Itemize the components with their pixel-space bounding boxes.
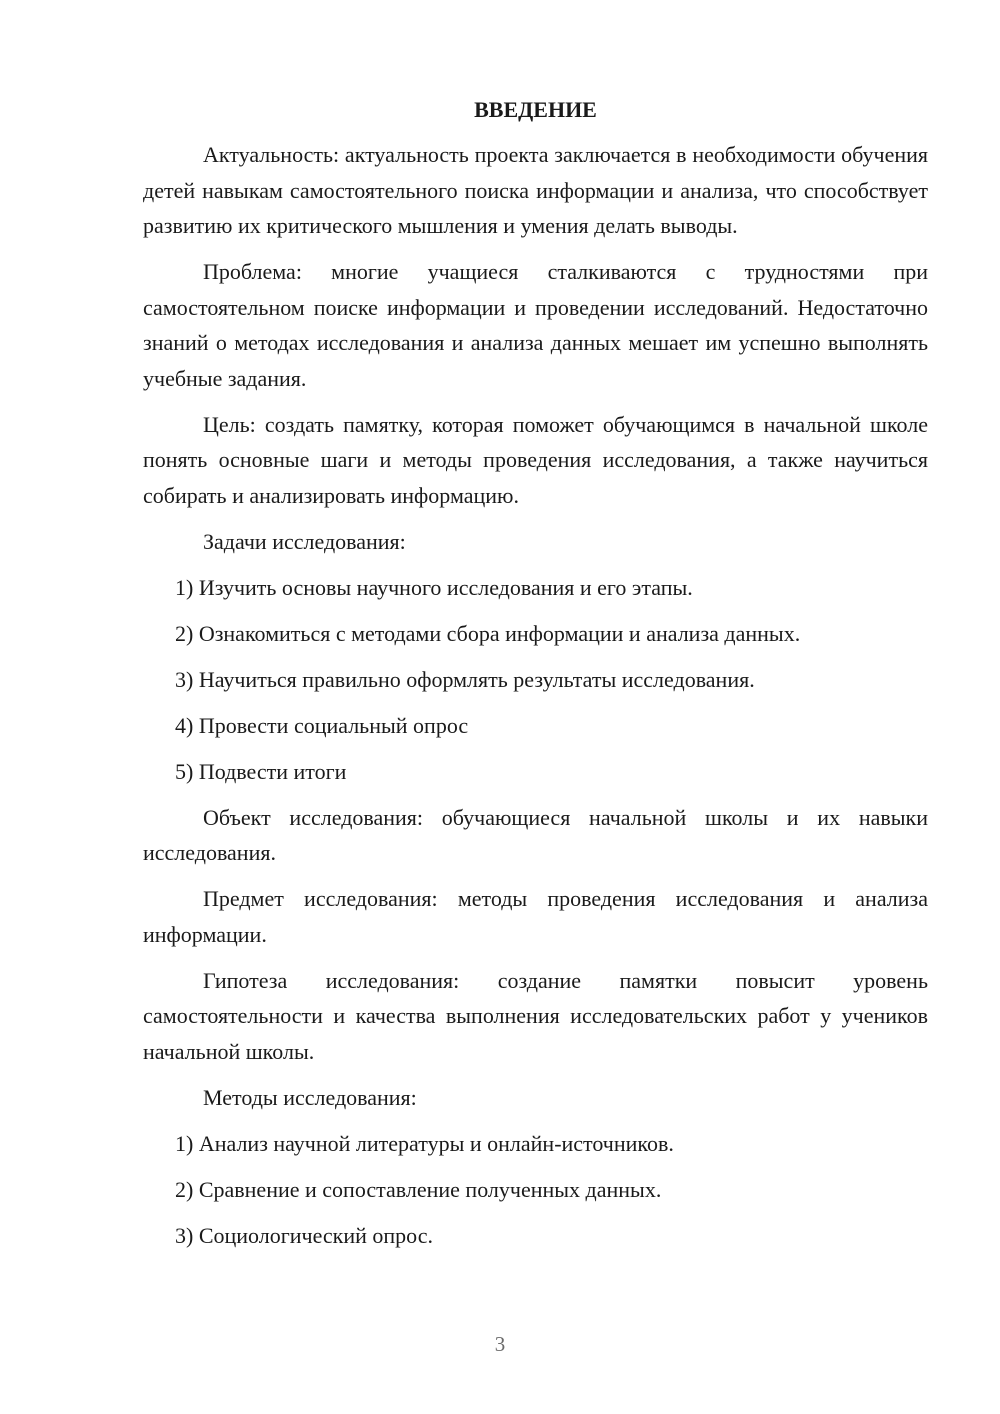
task-item-5: 5) Подвести итоги — [175, 758, 347, 784]
task-item-3: 3) Научиться правильно оформлять результаты исследования. — [175, 666, 755, 692]
tasks-heading: Задачи исследования: — [203, 528, 406, 554]
task-item-4: 4) Провести социальный опрос — [175, 712, 469, 738]
object-paragraph: Объект исследования: обучающиеся начальной школы и их навыки исследования. — [143, 804, 928, 865]
task-item-2: 2) Ознакомиться с методами сбора информации и анализа данных. — [175, 620, 801, 646]
method-item-2: 2) Сравнение и сопоставление полученных данных. — [175, 1176, 662, 1202]
subject-paragraph: Предмет исследования: методы проведения исследования и анализа информации. — [143, 886, 928, 947]
page-number: 3 — [494, 1332, 506, 1356]
section-title: ВВЕДЕНИЕ — [474, 97, 597, 122]
task-item-1: 1) Изучить основы научного исследования и его этапы. — [175, 574, 693, 600]
problem-paragraph: Проблема: многие учащиеся сталкиваются с трудностями при самостоятельном поиске информации и проведении исследований. Недостаточно знаний о методах исследования и анализа данных мешает им успешно выполнять учебные задания. — [143, 259, 928, 391]
page-content — [143, 92, 928, 1264]
hypothesis-paragraph: Гипотеза исследования: создание памятки повысит уровень самостоятельности и качества выполнения исследовательских работ у учеников начальной школы. — [143, 967, 928, 1064]
relevance-paragraph: Актуальность: актуальность проекта заключается в необходимости обучения детей навыкам самостоятельного поиска информации и анализа, что способствует развитию их критического мышления и умения делать выводы. — [143, 142, 928, 238]
methods-heading: Методы исследования: — [203, 1084, 417, 1110]
method-item-3: 3) Социологический опрос. — [175, 1222, 433, 1248]
method-item-1: 1) Анализ научной литературы и онлайн-источников. — [175, 1130, 674, 1156]
goal-paragraph: Цель: создать памятку, которая поможет обучающимся в начальной школе понять основные шаги и методы проведения исследования, а также научиться собирать и анализировать информацию. — [143, 411, 928, 508]
